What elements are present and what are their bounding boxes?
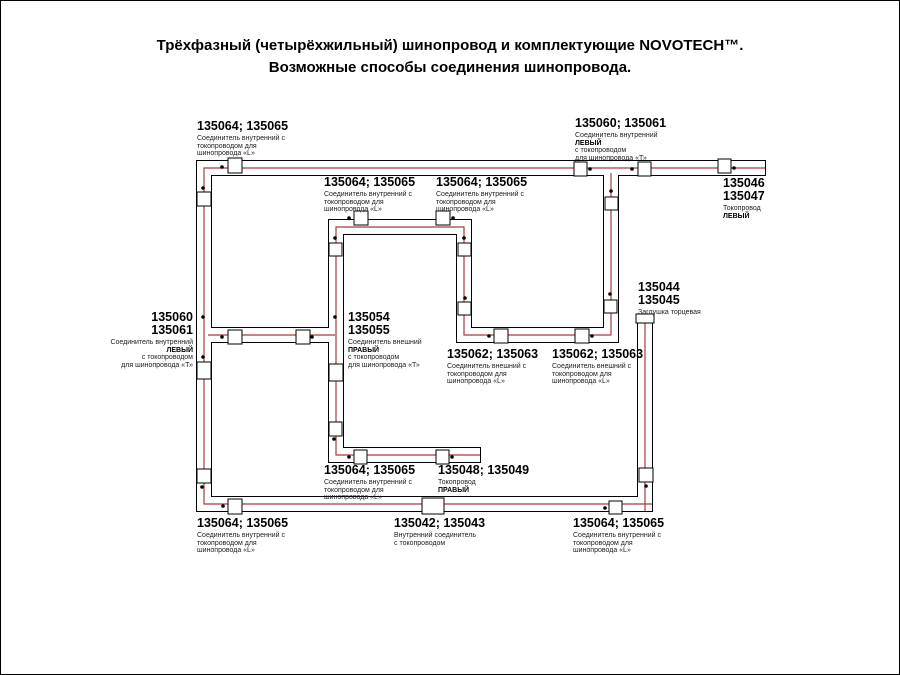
product-code: 135046 <box>723 176 765 190</box>
product-code: 135062; 135063 <box>552 347 644 361</box>
connector-box <box>197 362 211 379</box>
connector-box <box>638 162 651 176</box>
product-code: 135064; 135065 <box>573 516 665 530</box>
connector-box <box>605 197 618 210</box>
connector-box <box>494 329 508 343</box>
connector-box <box>574 162 587 176</box>
connector-box <box>228 330 242 344</box>
title-line-2: Возможные способы соединения шинопровода. <box>268 59 632 76</box>
label-connector-top-left: 135064; 135065 Соединитель внутренний с токопроводом для шинопровода «L» <box>197 119 289 158</box>
label-external-t-connector-right: 135054 135055 Соединитель внешний ПРАВЫЙ с токопроводом для шинопровода «Т» <box>348 310 422 369</box>
connector-box <box>329 364 343 381</box>
label-t-connector-left-side: 135060 135061 Соединитель внутренний ЛЕВЫЙ с токопроводом для шинопровода «Т» <box>61 311 193 369</box>
product-code: 135060; 135061 <box>575 116 667 130</box>
connector-box <box>329 243 342 256</box>
connector-box <box>609 501 622 514</box>
product-code: 135045 <box>638 293 680 307</box>
product-code: 135060 <box>151 310 193 324</box>
connector-box <box>197 469 211 483</box>
product-code: 135061 <box>151 323 193 337</box>
connector-box <box>354 450 367 464</box>
label-connector-inner-top-right: 135064; 135065 Соединитель внутренний с токопроводом для шинопровода «L» <box>436 175 528 214</box>
product-code: 135044 <box>638 280 680 294</box>
title-line-1: Трёхфазный (четырёхжильный) шинопровод и комплектующие NOVOTECH™. <box>156 37 744 54</box>
product-code: 135064; 135065 <box>197 516 289 530</box>
label-connector-bottom-left: 135064; 135065 Соединитель внутренний с токопроводом для шинопровода «L» <box>197 516 289 555</box>
product-code: 135055 <box>348 323 390 337</box>
connector-box <box>422 498 444 514</box>
label-feed-right: 135048; 135049 Токопровод ПРАВЫЙ <box>438 463 530 494</box>
connector-box <box>197 192 211 206</box>
product-code: 135054 <box>348 310 390 324</box>
label-connector-inner-bottom: 135064; 135065 Соединитель внутренний с токопроводом для шинопровода «L» <box>324 463 416 502</box>
connector-box <box>639 468 653 482</box>
connector-box <box>718 159 731 173</box>
label-external-connector-left: 135062; 135063 Соединитель внешний с токопроводом для шинопровода «L» <box>447 347 539 386</box>
connector-box <box>458 302 471 315</box>
product-code: 135048; 135049 <box>438 463 530 477</box>
product-code: 135047 <box>723 189 765 203</box>
product-code: 135064; 135065 <box>197 119 289 133</box>
product-code: 135064; 135065 <box>436 175 528 189</box>
label-external-connector-right: 135062; 135063 Соединитель внешний с токопроводом для шинопровода «L» <box>552 347 644 386</box>
label-end-cap: 135044 135045 Заглушка торцевая <box>638 280 701 316</box>
connector-box <box>228 499 242 514</box>
product-code: 135042; 135043 <box>394 516 486 530</box>
label-connector-inner-top-left: 135064; 135065 Соединитель внутренний с токопроводом для шинопровода «L» <box>324 175 416 214</box>
product-code: 135064; 135065 <box>324 175 416 189</box>
label-internal-connector-bottom: 135042; 135043 Внутренний соединитель с токопроводом <box>394 516 486 547</box>
product-code: 135062; 135063 <box>447 347 539 361</box>
connector-box <box>228 158 242 173</box>
connector-box <box>458 243 471 256</box>
label-connector-bottom-right: 135064; 135065 Соединитель внутренний с токопроводом для шинопровода «L» <box>573 516 665 555</box>
connector-box <box>296 330 310 344</box>
connector-box <box>436 450 449 464</box>
connector-box <box>329 422 342 436</box>
label-feed-left: 135046 135047 Токопровод ЛЕВЫЙ <box>723 176 765 220</box>
connector-box <box>604 300 617 313</box>
connector-box <box>575 329 589 343</box>
product-code: 135064; 135065 <box>324 463 416 477</box>
label-t-connector-left-top: 135060; 135061 Соединитель внутренний ЛЕВЫЙ с токопроводом для шинопровода «Т» <box>575 116 667 162</box>
